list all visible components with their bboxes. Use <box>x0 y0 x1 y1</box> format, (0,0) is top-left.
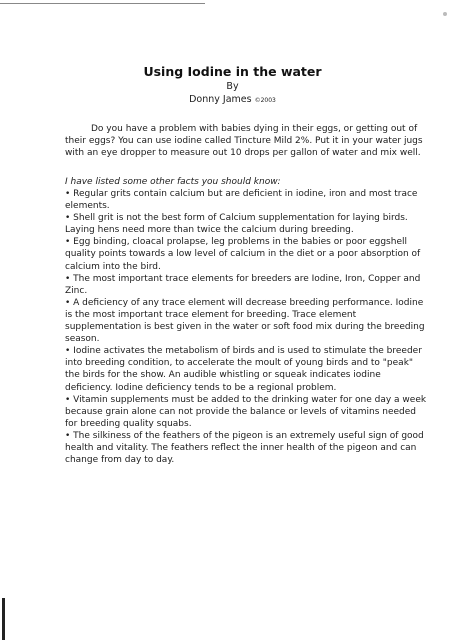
fact-item: • Vitamin supplements must be added to the drinking water for one day a week because grain alone can not provide the balance or levels of vitamins needed for breeding quality squabs. <box>65 394 427 429</box>
fact-item: • The most important trace elements for breeders are Iodine, Iron, Copper and Zinc. <box>65 273 421 296</box>
author-name: Donny James <box>189 94 252 105</box>
facts-list <box>65 188 427 466</box>
copyright-notice: ©2003 <box>254 97 276 104</box>
byline: By <box>226 81 239 92</box>
document-title: Using Iodine in the water <box>143 64 322 79</box>
fact-item: • The silkiness of the feathers of the pigeon is an extremely useful sign of good health and vitality. The feathers reflect the inner health of the pigeon and can change from day to day. <box>65 430 424 466</box>
facts-heading: I have listed some other facts you should know: <box>65 177 281 187</box>
fact-item: • Egg binding, cloacal prolapse, leg problems in the babies or poor eggshell quality points towards a low level of calcium in the diet or a poor absorption of calcium into the bird. <box>65 237 421 272</box>
intro-paragraph: Do you have a problem with babies dying in their eggs, or getting out of their eggs? You can use iodine called Tincture Mild 2%. Put it in your water jugs with an eye dropper to measure out 10 drops per gallon of water and mix well. <box>65 124 423 159</box>
fact-item: • Iodine activates the metabolism of birds and is used to stimulate the breeder into breeding condition, to accelerate the moult of young birds and to "peak" the birds for the show. An audible whistling or squeak indicates iodine deficiency. Iodine deficiency tends to be a regional problem. <box>65 346 422 393</box>
scan-speck <box>443 12 447 16</box>
fact-item: • A deficiency of any trace element will decrease breeding performance. Iodine is the most important trace element for breeding. Trace element supplementation is best given in the water or soft food mix during the breeding season. <box>65 297 425 345</box>
scan-edge-line <box>0 3 205 4</box>
author-line <box>0 94 465 105</box>
fact-item: • Shell grit is not the best form of Calcium supplementation for laying birds. Laying hens need more than twice the calcium during breeding. <box>65 213 408 236</box>
scan-edge-mark <box>2 598 5 640</box>
fact-item: • Regular grits contain calcium but are deficient in iodine, iron and most trace elements. <box>65 189 418 212</box>
